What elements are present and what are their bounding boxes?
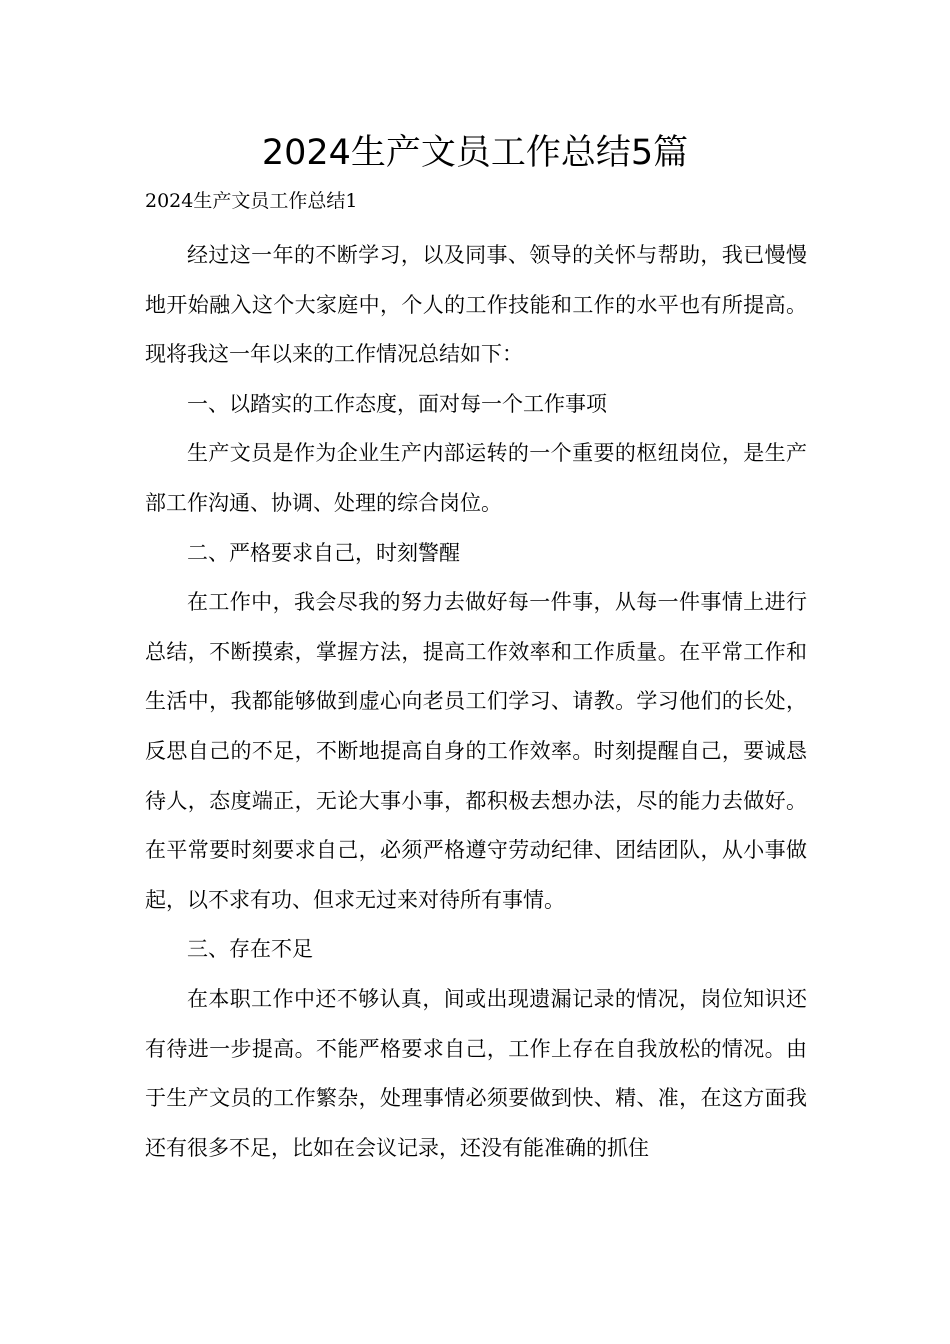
heading-section-1: 一、以踏实的工作态度，面对每一个工作事项 [187, 391, 607, 416]
heading-section-3: 三、存在不足 [187, 937, 313, 962]
paragraph-section-2: 在工作中，我会尽我的努力去做好每一件事，从每一件事情上进行总结，不断摸索，掌握方法，提高工作效率和工作质量。在平常工作和生活中，我都能够做到虚心向老员工们学习、请教。学习他们的长处，反思自己的不足，不断地提高自身的工作效率。时刻提醒自己，要诚恳待人，态度端正，无论大事小事，都积极去想办法，尽的能力去做好。在平常要时刻要求自己，必须严格遵守劳动纪律、团结团队，从小事做起，以不求有功、但求无过来对待所有事情。 [145, 590, 807, 912]
section-subtitle: 2024生产文员工作总结1 [145, 190, 358, 212]
document-title: 2024生产文员工作总结5篇 [261, 133, 689, 173]
document-body [145, 231, 807, 1173]
paragraph-intro: 经过这一年的不断学习，以及同事、领导的关怀与帮助，我已慢慢地开始融入这个大家庭中，个人的工作技能和工作的水平也有所提高。现将我这一年以来的工作情况总结如下： [145, 243, 807, 367]
heading-section-2: 二、严格要求自己，时刻警醒 [187, 540, 460, 565]
paragraph-section-1: 生产文员是作为企业生产内部运转的一个重要的枢纽岗位，是生产部工作沟通、协调、处理的综合岗位。 [145, 441, 807, 515]
paragraph-section-3: 在本职工作中还不够认真，间或出现遗漏记录的情况，岗位知识还有待进一步提高。不能严格要求自己，工作上存在自我放松的情况。由于生产文员的工作繁杂，处理事情必须要做到快、精、准，在这方面我还有很多不足，比如在会议记录，还没有能准确的抓住 [145, 986, 807, 1160]
